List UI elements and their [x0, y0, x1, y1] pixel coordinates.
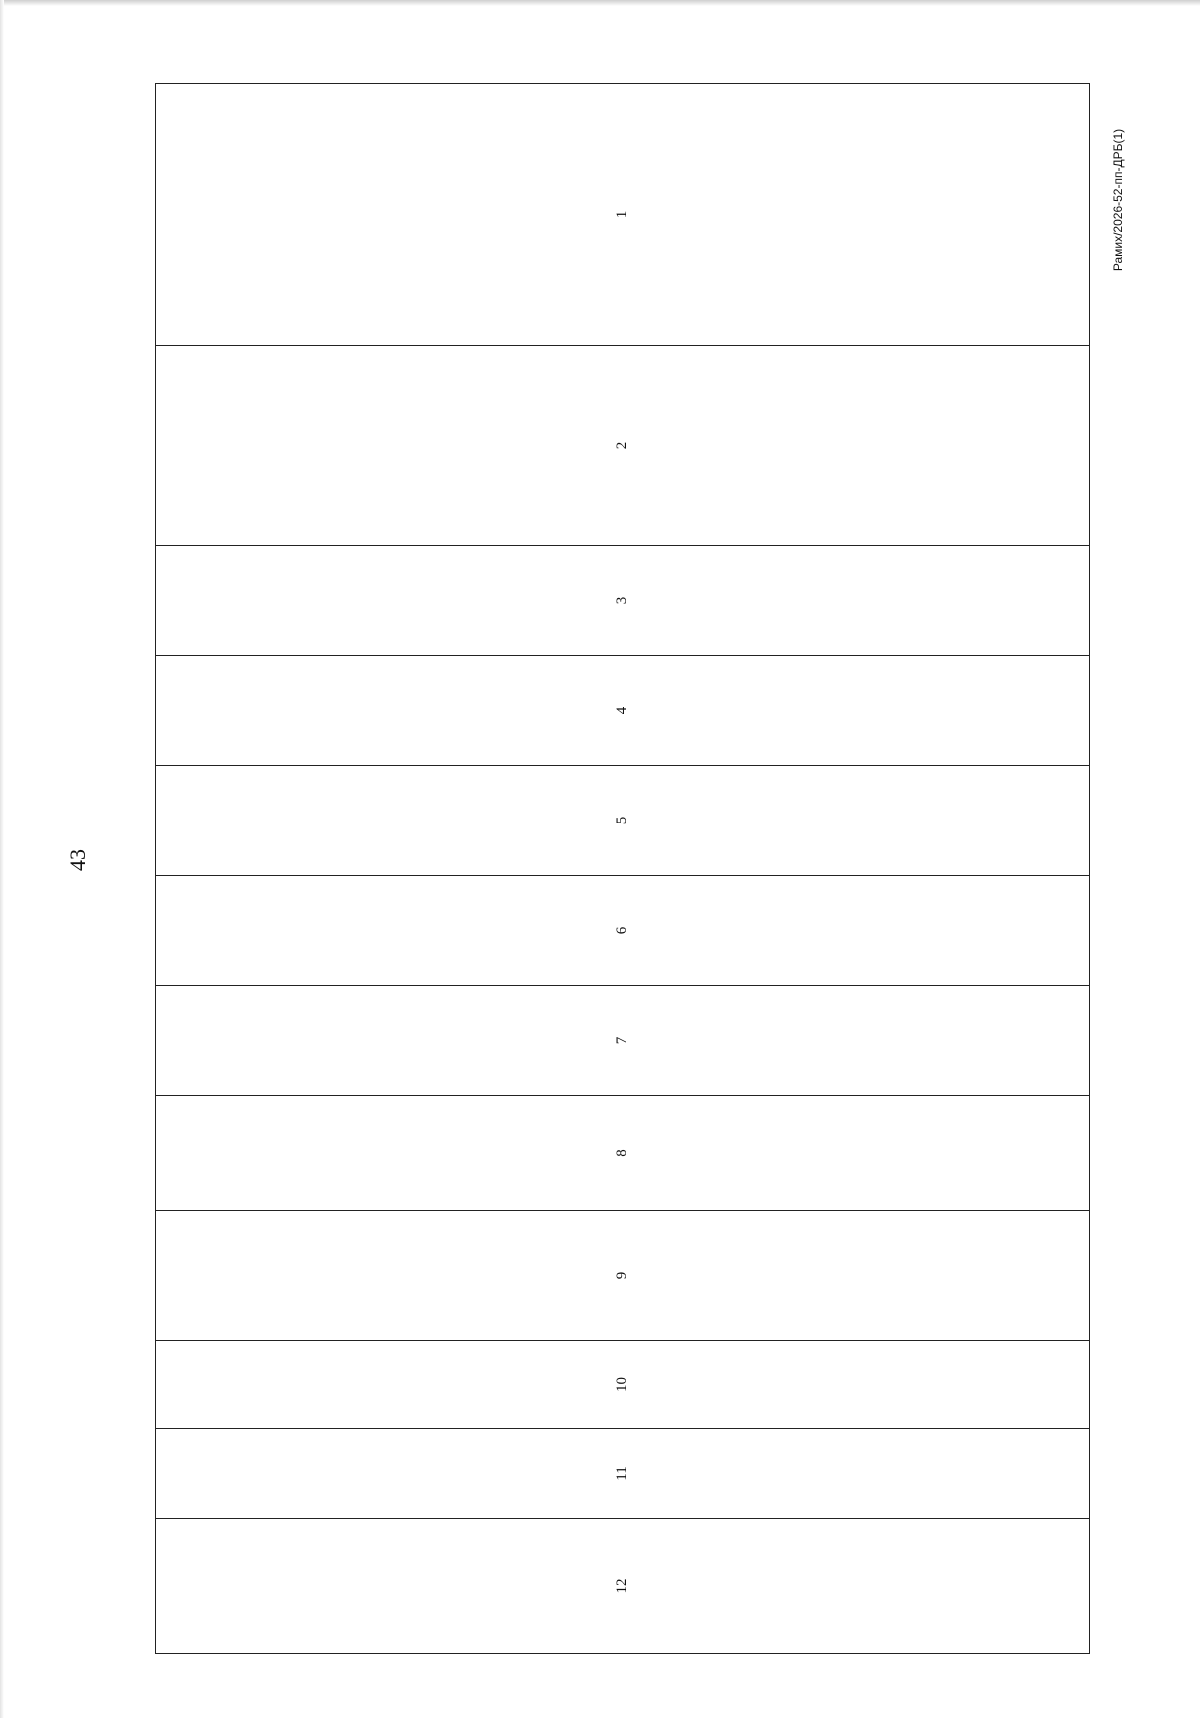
header-cell-12: 12	[156, 1519, 1090, 1654]
header-cell-1: 1	[156, 84, 1090, 346]
scan-edge-left	[0, 0, 4, 1718]
header-cell-3: 3	[156, 546, 1090, 656]
scan-edge-top	[0, 0, 1200, 6]
document-code: Рамих/2026-52-пп-ДРБ(1)	[1111, 128, 1125, 272]
header-cell-4: 4	[156, 656, 1090, 766]
budget-table	[155, 83, 1090, 1654]
header-cell-9: 9	[156, 1211, 1090, 1341]
header-cell-8: 8	[156, 1096, 1090, 1211]
header-cell-7: 7	[156, 986, 1090, 1096]
header-cell-5: 5	[156, 766, 1090, 876]
rotated-table-container	[155, 84, 1090, 1654]
header-cell-10: 10	[156, 1341, 1090, 1429]
table-header-row	[156, 84, 1090, 1654]
header-cell-11: 11	[156, 1429, 1090, 1519]
header-cell-2: 2	[156, 346, 1090, 546]
page-number: 43	[65, 849, 90, 871]
header-cell-6: 6	[156, 876, 1090, 986]
